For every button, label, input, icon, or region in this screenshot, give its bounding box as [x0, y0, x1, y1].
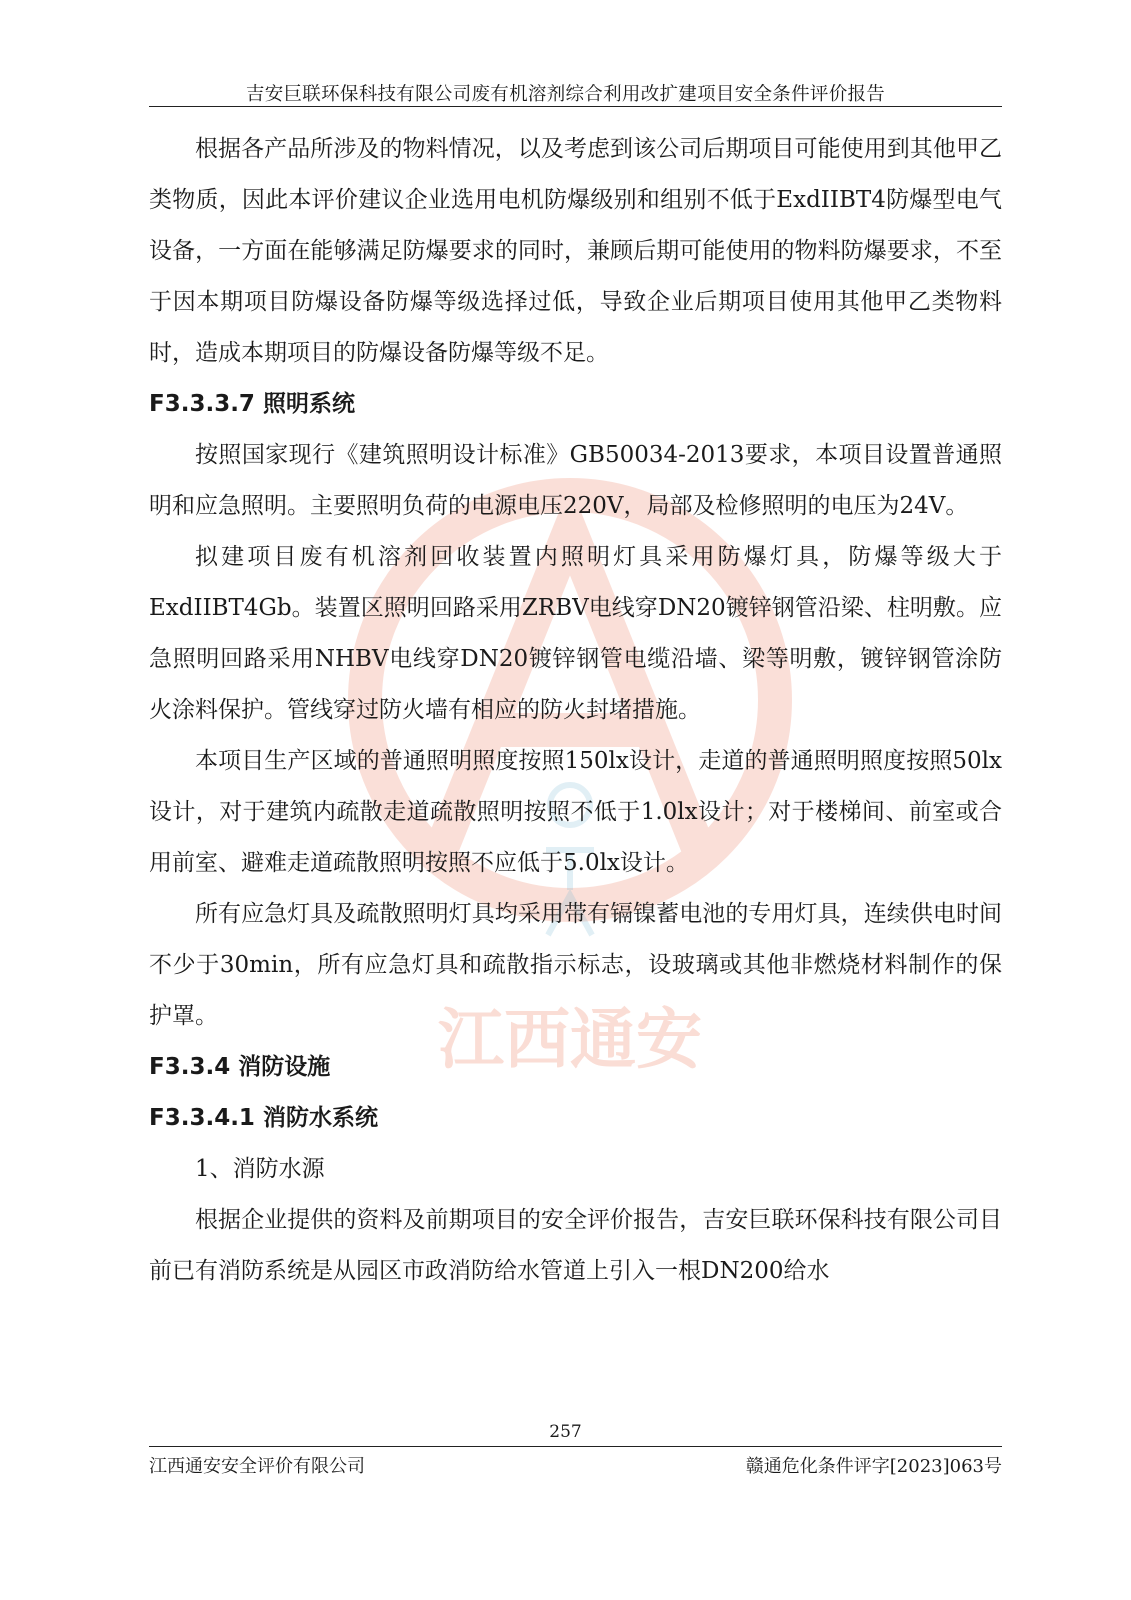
page-number: 257: [549, 1422, 582, 1442]
paragraph-explosion-lamps: 拟建项目废有机溶剂回收装置内照明灯具采用防爆灯具，防爆等级大于ExdIIBT4Gb。装置区照明回路采用ZRBV电线穿DN20镀锌钢管沿梁、柱明敷。应急照明回路采用NHBV电线穿DN20镀锌钢管电缆沿墙、梁等明敷，镀锌钢管涂防火涂料保护。管线穿过防火墙有相应的防火封堵措施。: [149, 544, 1002, 723]
paragraph-emergency-lamps: 所有应急灯具及疏散照明灯具均采用带有镉镍蓄电池的专用灯具，连续供电时间不少于30min，所有应急灯具和疏散指示标志，设玻璃或其他非燃烧材料制作的保护罩。: [149, 901, 1002, 1029]
header-title: 吉安巨联环保科技有限公司废有机溶剂综合利用改扩建项目安全条件评价报告: [245, 84, 886, 105]
section-heading-fire-water: F3.3.4.1 消防水系统: [149, 1105, 378, 1131]
footer-rule: [149, 1446, 1002, 1447]
watermark-text: 江西通安: [438, 1001, 702, 1078]
paragraph-lighting-standard: 按照国家现行《建筑照明设计标准》GB50034-2013要求，本项目设置普通照明和应急照明。主要照明负荷的电源电压220V，局部及检修照明的电压为24V。: [149, 442, 1002, 519]
paragraph-water-supply: 根据企业提供的资料及前期项目的安全评价报告，吉安巨联环保科技有限公司目前已有消防系统是从园区市政消防给水管道上引入一根DN200给水: [149, 1207, 1002, 1284]
page-content: [149, 124, 1002, 1297]
paragraph-illuminance: 本项目生产区域的普通照明照度按照150lx设计，走道的普通照明照度按照50lx设计，对于建筑内疏散走道疏散照明按照不低于1.0lx设计；对于楼梯间、前室或合用前室、避难走道疏散照明按照不应低于5.0lx设计。: [149, 748, 1002, 876]
section-heading-fire-facilities: F3.3.4 消防设施: [149, 1054, 331, 1080]
header-rule: [149, 106, 1002, 107]
footer-company: 江西通安安全评价有限公司: [149, 1456, 365, 1477]
paragraph-explosion-proof: 根据各产品所涉及的物料情况，以及考虑到该公司后期项目可能使用到其他甲乙类物质，因此本评价建议企业选用电机防爆级别和组别不低于ExdIIBT4防爆型电气设备，一方面在能够满足防爆要求的同时，兼顾后期可能使用的物料防爆要求，不至于因本期项目防爆设备防爆等级选择过低，导致企业后期项目使用其他甲乙类物料时，造成本期项目的防爆设备防爆等级不足。: [149, 136, 1002, 366]
footer-doc-code: 赣通危化条件评字[2023]063号: [745, 1456, 1002, 1477]
section-heading-lighting: F3.3.3.7 照明系统: [149, 391, 355, 417]
list-item-water-source: 1、消防水源: [195, 1156, 325, 1182]
